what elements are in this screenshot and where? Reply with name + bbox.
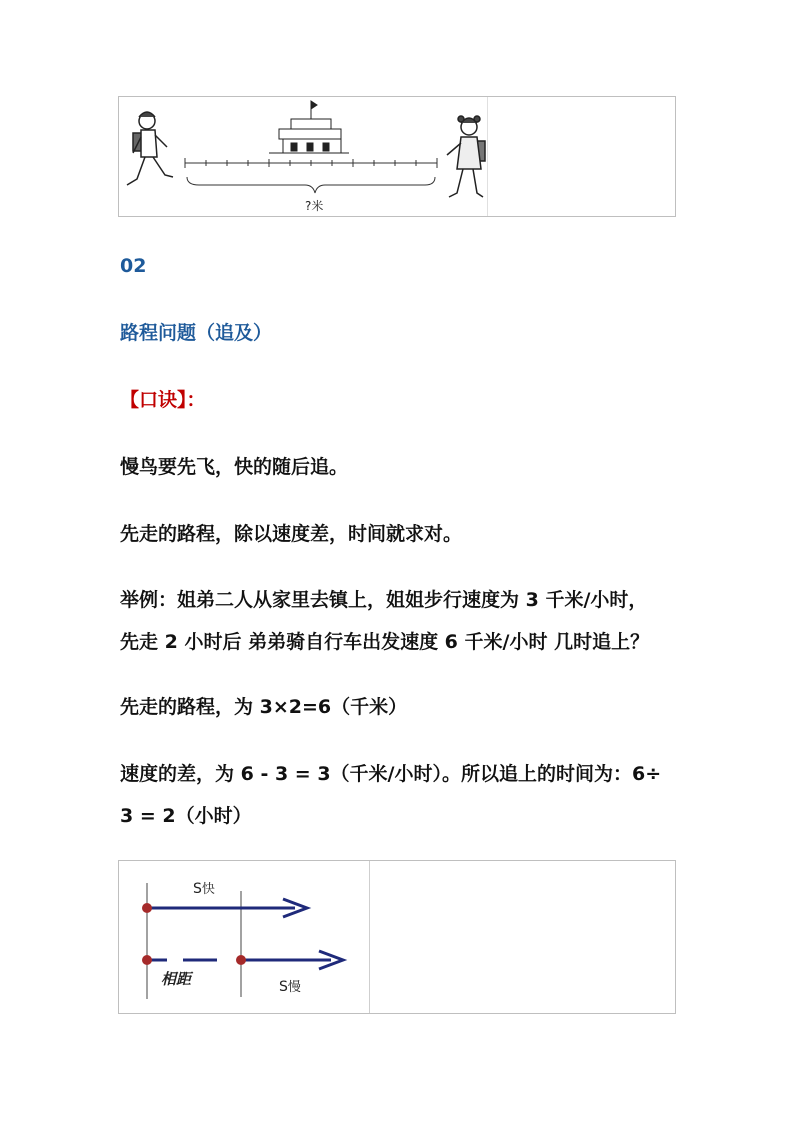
chase-diagram — [119, 861, 369, 1015]
example-step-2-line-1: 速度的差，为 6 - 3 = 3（千米/小时）。所以追上的时间为：6÷ — [120, 763, 662, 785]
example-step-1: 先走的路程，为 3×2=6（千米） — [120, 696, 408, 718]
distance-brace — [187, 177, 435, 193]
figure-meeting-illustration — [118, 96, 676, 217]
meeting-diagram — [119, 97, 677, 218]
gap-label: 相距 — [161, 970, 192, 988]
distance-scale — [185, 158, 437, 168]
girl-figure — [447, 116, 485, 197]
section-title: 路程问题（追及） — [120, 322, 273, 344]
figure-chase-diagram — [118, 860, 676, 1014]
example-line-2: 先走 2 小时后 弟弟骑自行车出发速度 6 千米/小时 几时追上？ — [120, 631, 650, 653]
example-line-1: 举例：姐弟二人从家里去镇上，姐姐步行速度为 3 千米/小时， — [120, 589, 648, 611]
fast-label: S快 — [193, 881, 215, 897]
slow-start-dot — [142, 955, 152, 965]
boy-figure — [127, 112, 173, 185]
figure-divider — [369, 861, 370, 1013]
distance-label: ?米 — [305, 199, 324, 213]
example-step-2-line-2: 3 = 2（小时） — [120, 805, 252, 827]
mnemonic-line-2: 先走的路程，除以速度差，时间就求对。 — [120, 523, 463, 545]
section-number: 02 — [120, 255, 147, 277]
mnemonic-line-1: 慢鸟要先飞，快的随后追。 — [120, 456, 349, 478]
building-icon — [269, 101, 349, 153]
fast-start-dot — [142, 903, 152, 913]
slow-label: S慢 — [279, 979, 301, 995]
slow-current-dot — [236, 955, 246, 965]
mnemonic-heading: 【口诀】： — [120, 389, 206, 411]
